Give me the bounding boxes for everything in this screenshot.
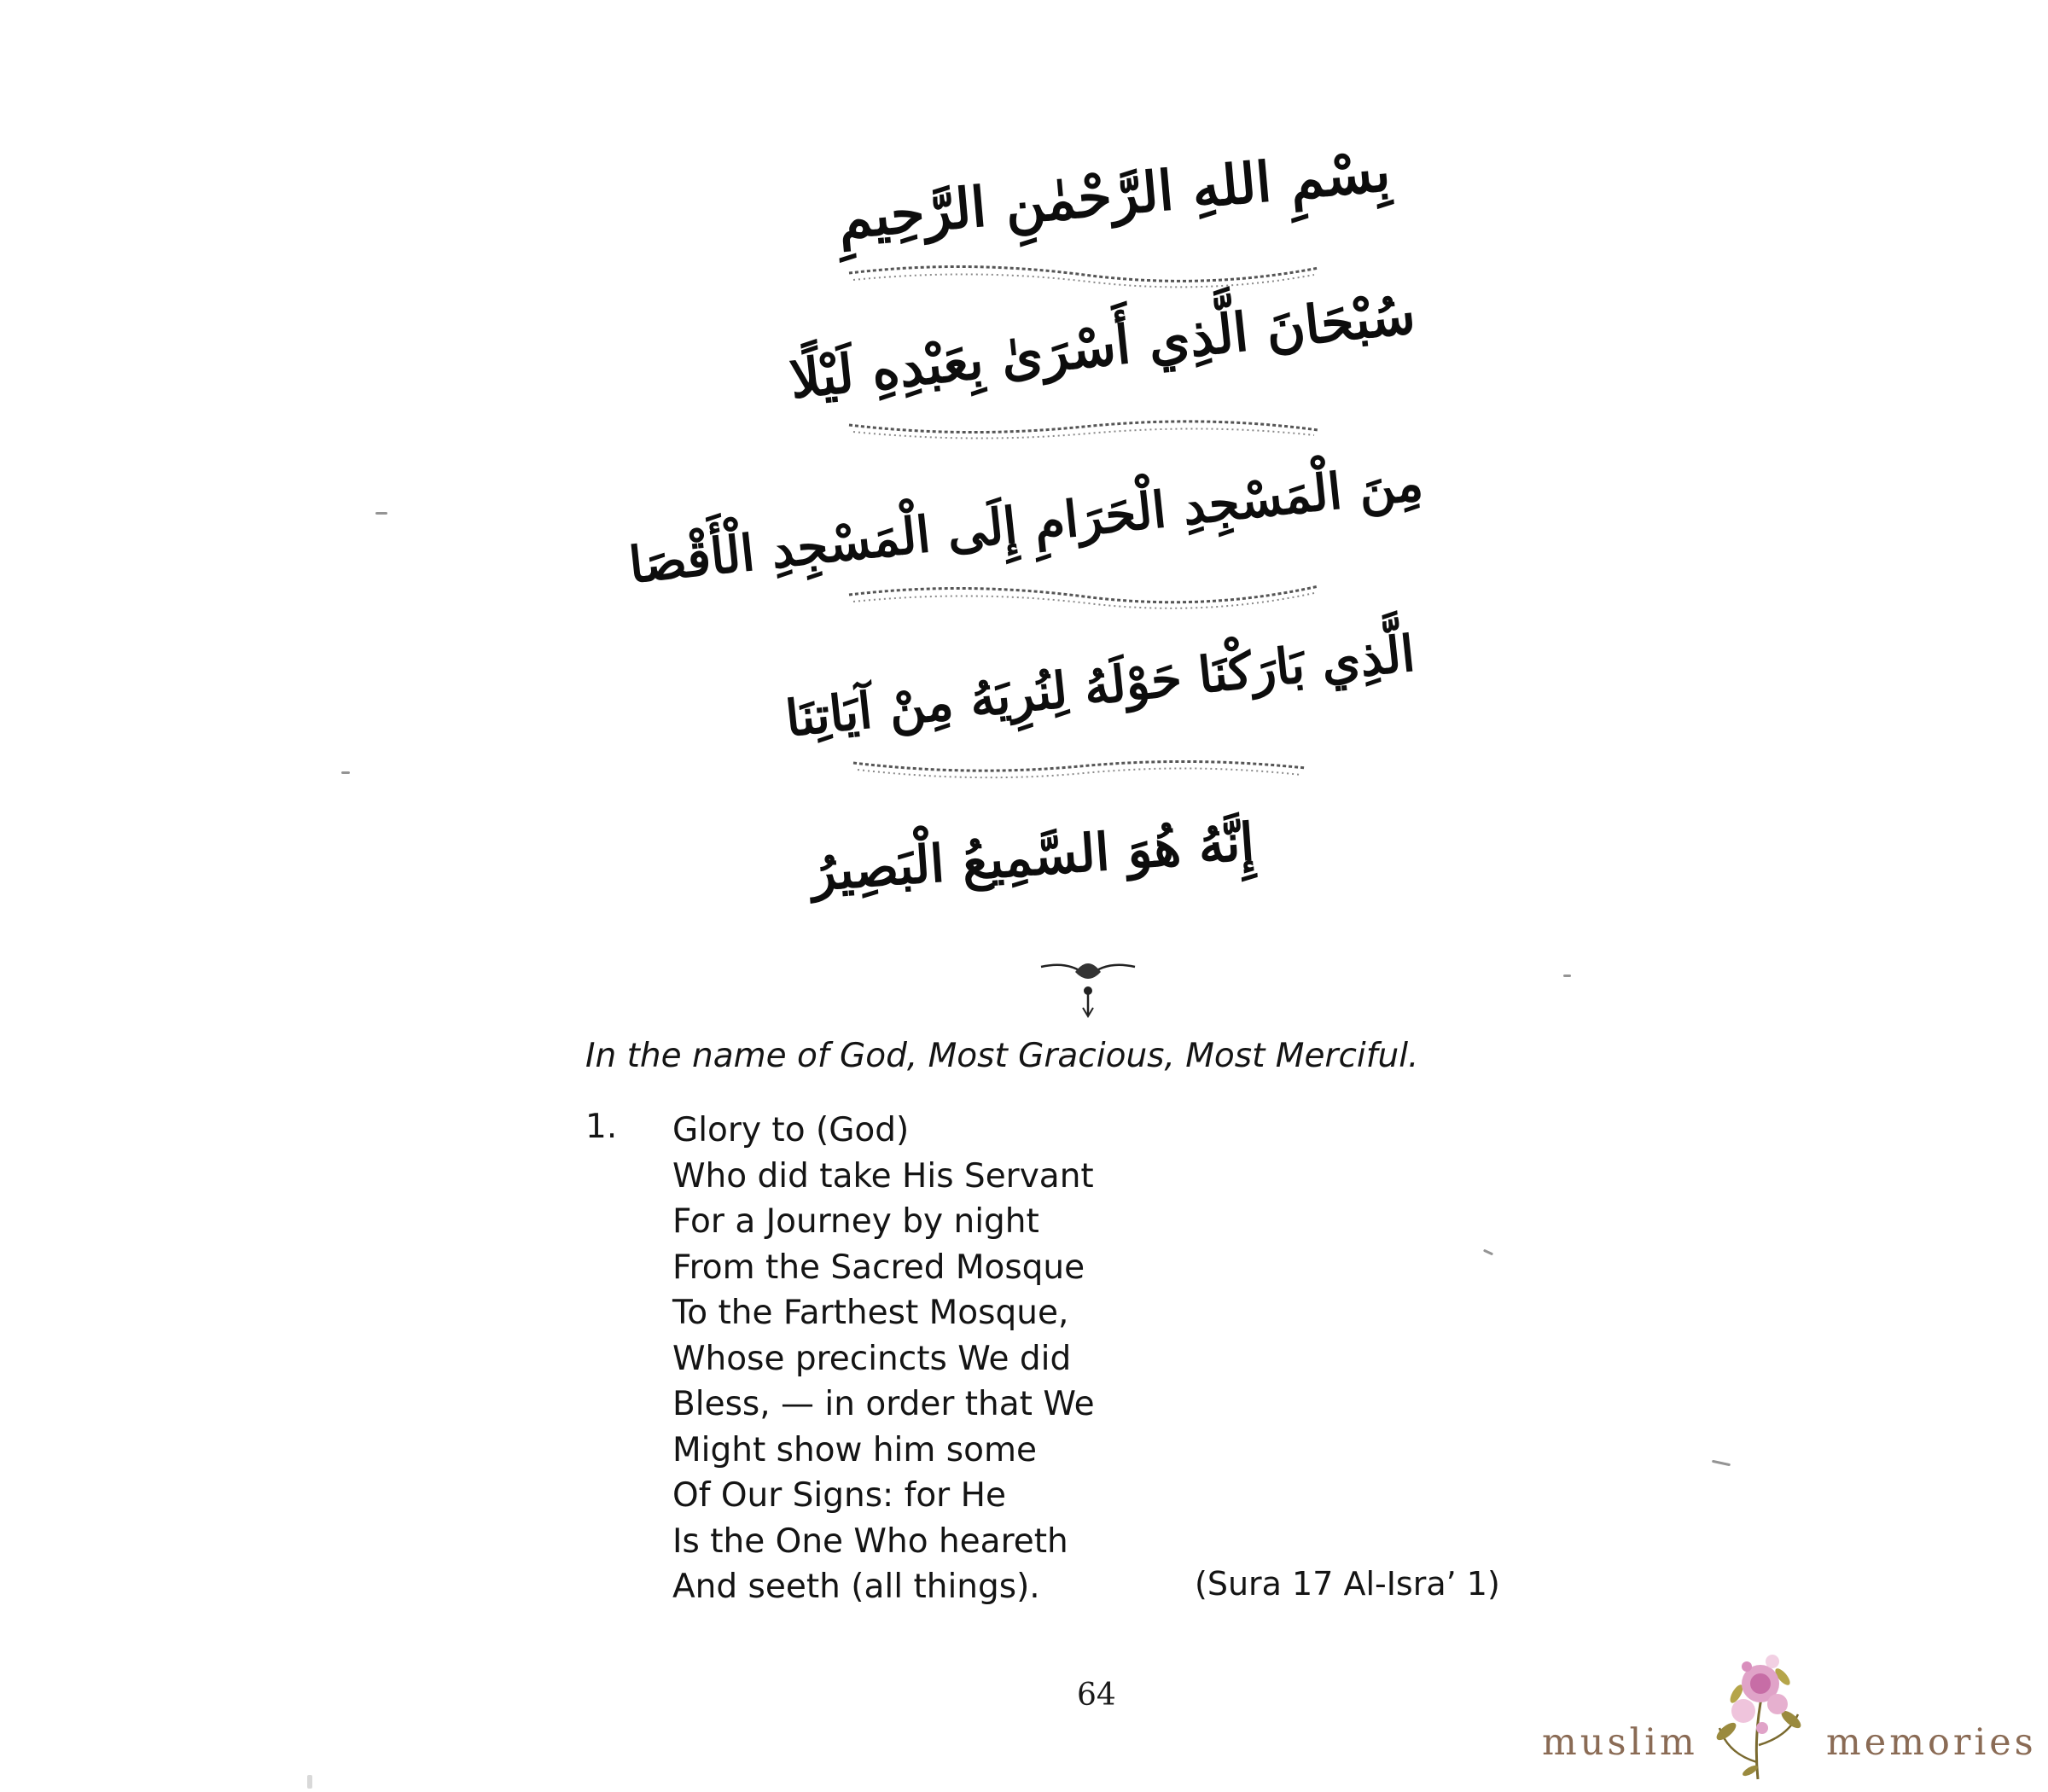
sura-citation: (Sura 17 Al-Isra’ 1) — [1195, 1565, 1500, 1603]
verse-line: For a Journey by night — [672, 1202, 1039, 1241]
finial-ornament-icon — [1037, 951, 1139, 1020]
ornament-divider — [845, 410, 1323, 444]
watermark-left-word: muslim — [1542, 1721, 1698, 1764]
invocation-text: In the name of God, Most Gracious, Most Merciful. — [585, 1037, 1419, 1075]
verse-lines — [672, 1108, 1095, 1610]
verse-line: Whose precincts We did — [672, 1339, 1072, 1378]
verse-line: Who did take His Servant — [672, 1156, 1094, 1196]
scan-speck — [1563, 975, 1571, 977]
calligraphy-line-2: سُبْحَانَ الَّذِي أَسْرَىٰ بِعَبْدِهِ لَيْلًا — [787, 282, 1418, 411]
ornament-divider — [845, 576, 1323, 610]
verse-number: 1. — [585, 1108, 618, 1146]
calligraphy-line-5: إِنَّهُ هُوَ السَّمِيعُ الْبَصِيرُ — [808, 812, 1256, 904]
floral-bouquet-icon — [1702, 1643, 1813, 1788]
scan-speck — [341, 771, 350, 774]
ornament-divider — [845, 256, 1323, 290]
arabic-calligraphy-panel — [626, 139, 1426, 1024]
verse-line: From the Sacred Mosque — [672, 1248, 1085, 1287]
watermark-right-word: memories — [1826, 1721, 2037, 1764]
verse-line: To the Farthest Mosque, — [672, 1294, 1069, 1332]
scan-speck — [307, 1775, 312, 1789]
scan-speck — [1712, 1460, 1731, 1467]
verse-line: Bless, — in order that We — [672, 1385, 1095, 1423]
calligraphy-line-bismillah: بِسْمِ اللهِ الرَّحْمٰنِ الرَّحِيمِ — [835, 139, 1393, 253]
verse-line: And seeth (all things). — [672, 1568, 1040, 1606]
verse-line: Is the One Who heareth — [672, 1521, 1068, 1561]
scan-speck — [1483, 1249, 1493, 1256]
verse-line: Might show him some — [672, 1430, 1037, 1469]
page-number: 64 — [1077, 1678, 1116, 1713]
verse-line: Glory to (God) — [672, 1111, 910, 1149]
watermark — [1532, 1643, 2044, 1788]
scan-speck — [375, 512, 387, 515]
calligraphy-line-4: الَّذِي بَارَكْنَا حَوْلَهُ لِنُرِيَهُ مِنْ آيَاتِنَا — [783, 624, 1418, 748]
ornament-divider — [849, 751, 1310, 785]
verse-line: Of Our Signs: for He — [672, 1476, 1006, 1515]
calligraphy-line-3: مِنَ الْمَسْجِدِ الْحَرَامِ إِلَى الْمَسْجِدِ الْأَقْصَا — [626, 453, 1426, 595]
